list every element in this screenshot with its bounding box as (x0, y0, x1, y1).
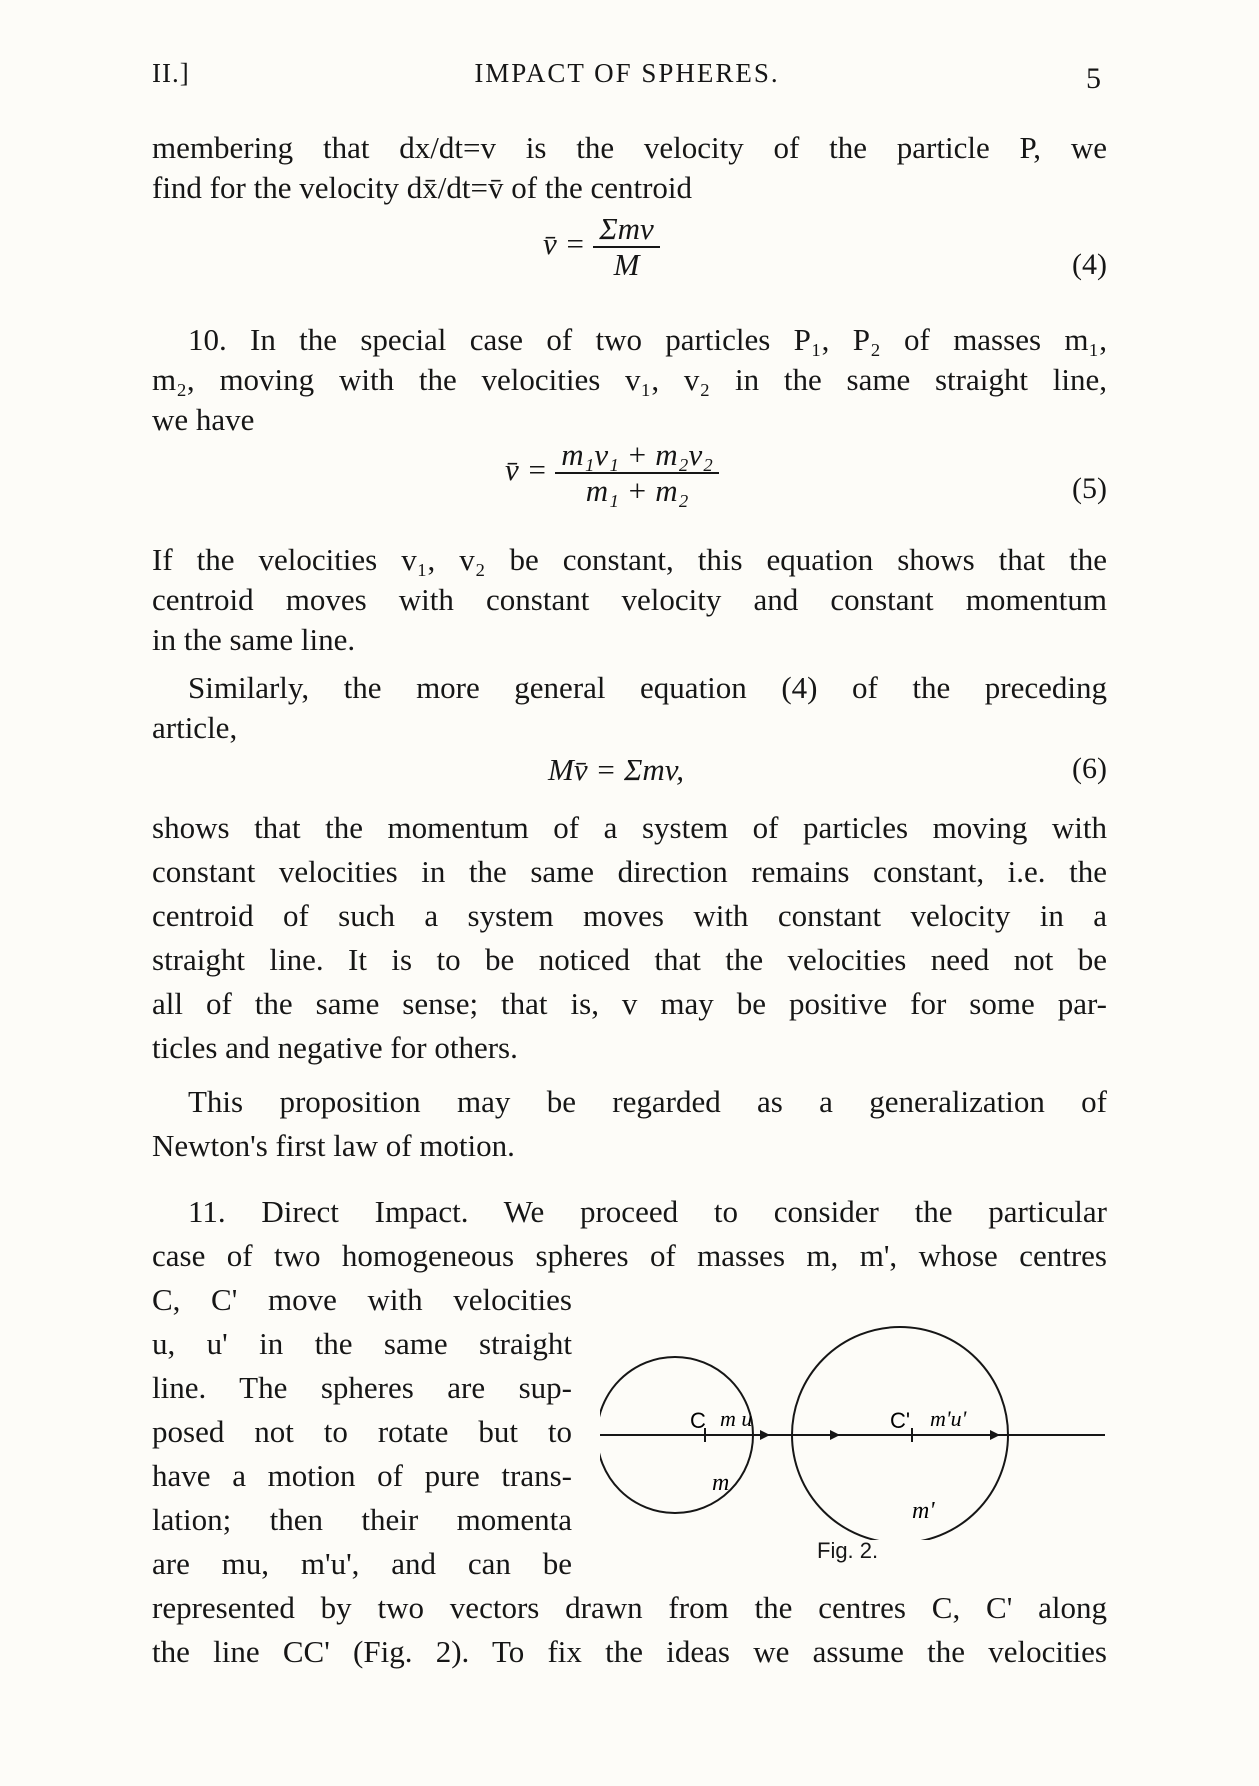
equation-lhs: v̄ = (505, 452, 548, 488)
label-momentum-m-u: m u (720, 1406, 753, 1431)
equation-lhs: v̄ = (543, 226, 586, 262)
text-line: centroid moves with constant velocity and constant momentum (152, 582, 1107, 617)
text-line: article, (152, 710, 238, 745)
equation-4 (543, 212, 660, 282)
fraction-denominator: m₁ + m₂ (585, 473, 689, 508)
label-center-c-prime: C' (890, 1408, 911, 1433)
text-line: If the velocities v₁, v₂ be constant, this equation shows that the (152, 542, 1107, 577)
text-line: represented by two vectors drawn from the centres C, C' along (152, 1590, 1107, 1625)
text-line: m₂, moving with the velocities v₁, v₂ in the same straight line, (152, 362, 1107, 397)
text-line: the line CC' (Fig. 2). To fix the ideas we assume the velocities (152, 1634, 1107, 1669)
label-mass-m-prime: m' (912, 1498, 935, 1524)
text-line: in the same line. (152, 622, 356, 657)
text-line: Similarly, the more general equation (4) of the preceding (188, 670, 1107, 705)
text-line: line. The spheres are sup- (152, 1370, 572, 1405)
velocity-arrowhead (990, 1430, 1000, 1440)
fraction (555, 438, 719, 508)
equation-6 (548, 752, 684, 788)
text-line: we have (152, 402, 255, 437)
text-line: have a motion of pure trans- (152, 1458, 572, 1493)
text-line: find for the velocity dx̄/dt=v̄ of the centroid (152, 170, 693, 205)
fraction (593, 212, 660, 282)
text-line: posed not to rotate but to (152, 1414, 572, 1449)
running-title: IMPACT OF SPHERES. (474, 58, 780, 88)
fraction-numerator: m₁v₁ + m₂v₂ (555, 438, 719, 474)
label-momentum-m-prime-u-prime: m'u' (930, 1406, 967, 1431)
text-line: ticles and negative for others. (152, 1030, 518, 1065)
equation-number: (5) (1072, 472, 1107, 505)
velocity-arrowhead (760, 1430, 770, 1440)
text-line: straight line. It is to be noticed that the velocities need not be (152, 942, 1107, 977)
velocity-arrowhead (830, 1430, 840, 1440)
text-line: 10. In the special case of two particles P₁, P₂ of masses m₁, (188, 322, 1107, 357)
section-marker: II.] (152, 58, 190, 88)
text-line: Newton's first law of motion. (152, 1128, 515, 1163)
text-line: This proposition may be regarded as a generalization of (188, 1084, 1107, 1119)
figure-2-diagram (600, 1300, 1120, 1540)
text-line: case of two homogeneous spheres of masses m, m', whose centres (152, 1238, 1107, 1273)
equation-text: Mv̄ = Σmv, (548, 752, 685, 787)
text-line: lation; then their momenta (152, 1502, 572, 1537)
fraction-numerator: Σmv (593, 212, 660, 248)
text-line: all of the same sense; that is, v may be positive for some par- (152, 986, 1107, 1021)
text-line: shows that the momentum of a system of particles moving with (152, 810, 1107, 845)
text-line: are mu, m'u', and can be (152, 1546, 572, 1581)
figure-caption: Fig. 2. (817, 1538, 879, 1563)
text-line: u, u' in the same straight (152, 1326, 572, 1361)
text-line: membering that dx/dt=v is the velocity of the particle P, we (152, 130, 1107, 165)
running-header (152, 58, 1102, 98)
text-line: constant velocities in the same direction remains constant, i.e. the (152, 854, 1107, 889)
page-number: 5 (1086, 62, 1102, 95)
text-line: centroid of such a system moves with constant velocity in a (152, 898, 1107, 933)
section-heading-line: 11. Direct Impact. We proceed to consider the particular (188, 1194, 1107, 1229)
label-center-c: C (690, 1408, 706, 1433)
sphere-m-prime-outline (792, 1327, 1008, 1540)
equation-number: (4) (1072, 248, 1107, 281)
fraction-denominator: M (613, 247, 640, 282)
equation-number: (6) (1072, 752, 1107, 785)
text-line: C, C' move with velocities (152, 1282, 572, 1317)
label-mass-m: m (712, 1470, 730, 1496)
equation-5 (505, 438, 719, 508)
